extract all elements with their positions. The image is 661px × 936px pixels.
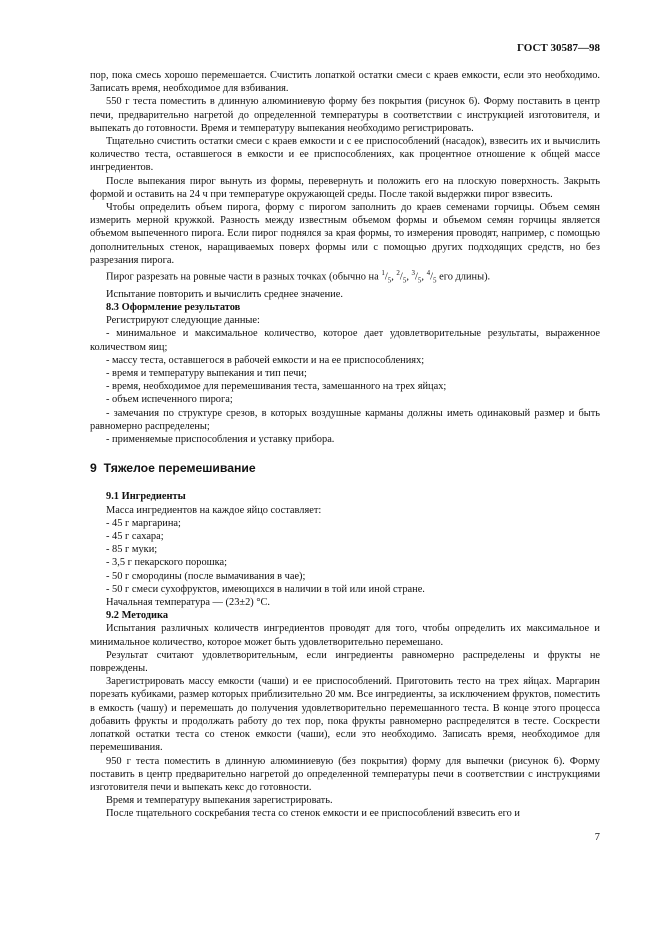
- paragraph: Зарегистрировать массу емкости (чаши) и ее приспособлений. Приготовить тесто на трех яйцах. Маргарин порезать кубиками, размер которых приблизительно 20 мм. Все ингредиенты, за исключением фруктов, поместить в емкость (чашу) и перемешать до получения удовлетворительно перемешанного теста. В конце этого процесса добавить фрукты и продолжать работу до тех пор, пока фрукты равномерно распределятся в тесте. Соскрести лопаткой остатки теста со стенок емкости (чаши), если это необходимо. Записать время, необходимое для перемешивания.: [90, 676, 600, 754]
- list-item: - 45 г маргарина;: [106, 517, 181, 529]
- repeat-text: [90, 288, 600, 301]
- list-item: - минимальное и максимальное количество, которое дает удовлетворительные результаты, выраженное количеством яиц;: [90, 328, 600, 353]
- subsection-9-1-heading: 9.1 Ингредиенты: [106, 491, 186, 503]
- list-item: - 50 г смородины (после вымачивания в чае);: [106, 570, 306, 582]
- list-item: - 3,5 г пекарского порошка;: [106, 557, 228, 569]
- subsection-9-2-heading: 9.2 Методика: [106, 610, 169, 622]
- paragraph: После выпекания пирог вынуть из формы, перевернуть и положить его на плоскую поверхность. Закрыть формой и оставить на 24 ч при температуре окружающей среды. После такой выдержки пирог взвесить.: [90, 175, 600, 200]
- paragraph: Результат считают удовлетворительным, если ингредиенты равномерно распределены и фрукты не повреждены.: [90, 649, 600, 675]
- results-list: [90, 327, 600, 446]
- cut-instruction: Пирог разрезать на ровные части в разных точках (обычно на $^1/_5$, $^2/_5$, $^3/_5$, $^4/_5$ его длины).: [106, 269, 491, 285]
- ingredients-intro: Масса ингредиентов на каждое яйцо составляет:: [106, 504, 322, 516]
- list-item: - 85 г муки;: [106, 544, 158, 556]
- list-item: - время и температуру выпекания и тип печи;: [106, 368, 307, 380]
- list-item: - применяемые приспособления и уставку прибора.: [106, 434, 335, 446]
- list-item: - замечания по структуре срезов, в которых воздушные карманы должны иметь одинаковый размер и быть равномерно распределены;: [90, 407, 600, 432]
- list-item: - 50 г смеси сухофруктов, имеющихся в наличии в той или иной стране.: [106, 583, 425, 595]
- paragraph: Испытания различных количеств ингредиентов проводят для того, чтобы определить их максимальное и минимальное количество, которое может быть удовлетворительно перемешано.: [90, 623, 600, 648]
- section-9-heading: 9 Тяжелое перемешивание: [90, 461, 256, 476]
- list-item: - массу теста, оставшегося в рабочей емкости и на ее приспособлениях;: [106, 354, 425, 366]
- section-8-2-text: [90, 69, 600, 267]
- results-intro: Регистрируют следующие данные:: [106, 315, 260, 327]
- list-item: - 45 г сахара;: [106, 531, 164, 543]
- paragraph: Испытание повторить и вычислить среднее значение.: [106, 288, 343, 300]
- paragraph: 550 г теста поместить в длинную алюминиевую форму без покрытия (рисунок 6). Форму поставить в центр печи, предварительно нагретой до определенной температуры в соответствии с инструкцией изготовителя, и выпекать до готовности. Время и температуру выпекания необходимо регистрировать.: [90, 96, 600, 134]
- list-item: - время, необходимое для перемешивания теста, замешанного на трех яйцах;: [106, 381, 447, 393]
- list-item: - объем испеченного пирога;: [106, 394, 233, 406]
- subsection-8-3-heading: 8.3 Оформление результатов: [106, 302, 241, 313]
- ingredients-list: [90, 517, 600, 596]
- page-body: [90, 69, 600, 821]
- paragraph: Время и температуру выпекания зарегистрировать.: [106, 795, 333, 807]
- paragraph: 950 г теста поместить в длинную алюминиевую (без покрытия) форму для выпечки (рисунок 6). Форму поставить в центр предварительно нагретой до определенной температуры печи в соответствии с инструкциями изготовителя печи и выпекать кекс до готовности.: [90, 755, 600, 793]
- paragraph: Тщательно счистить остатки смеси с краев емкости и с ее приспособлений (насадок), взвесить их и вычислить количество теста, оставшегося в емкости и ее приспособлениях, как процентное отношение к общей массе ингредиентов.: [90, 136, 600, 174]
- document-header: ГОСТ 30587—98: [517, 42, 600, 54]
- paragraph: Чтобы определить объем пирога, форму с пирогом заполнить до краев семенами горчицы. Объем семян измерить мерной кружкой. Разность между известным объемом формы и объемом семян горчицы является объемом выпеченного пирога. Если пирог поднялся за края формы, то измерения проводят, например, с помощью дополнительных стенок, наращиваемых поверх формы или с помощью других подходящих средств, но без разрезания пирога.: [90, 202, 600, 266]
- start-temperature: Начальная температура — (23±2) °С.: [106, 597, 271, 609]
- section-9-2-text: [90, 622, 600, 820]
- paragraph: пор, пока смесь хорошо перемешается. Счистить лопаткой остатки смеси с краев емкости, если это необходимо. Записать время, необходимое для взбивания.: [90, 70, 600, 95]
- page-number: 7: [594, 832, 600, 843]
- paragraph: После тщательного соскребания теста со стенок емкости и ее приспособлений взвесить его и: [106, 808, 520, 820]
